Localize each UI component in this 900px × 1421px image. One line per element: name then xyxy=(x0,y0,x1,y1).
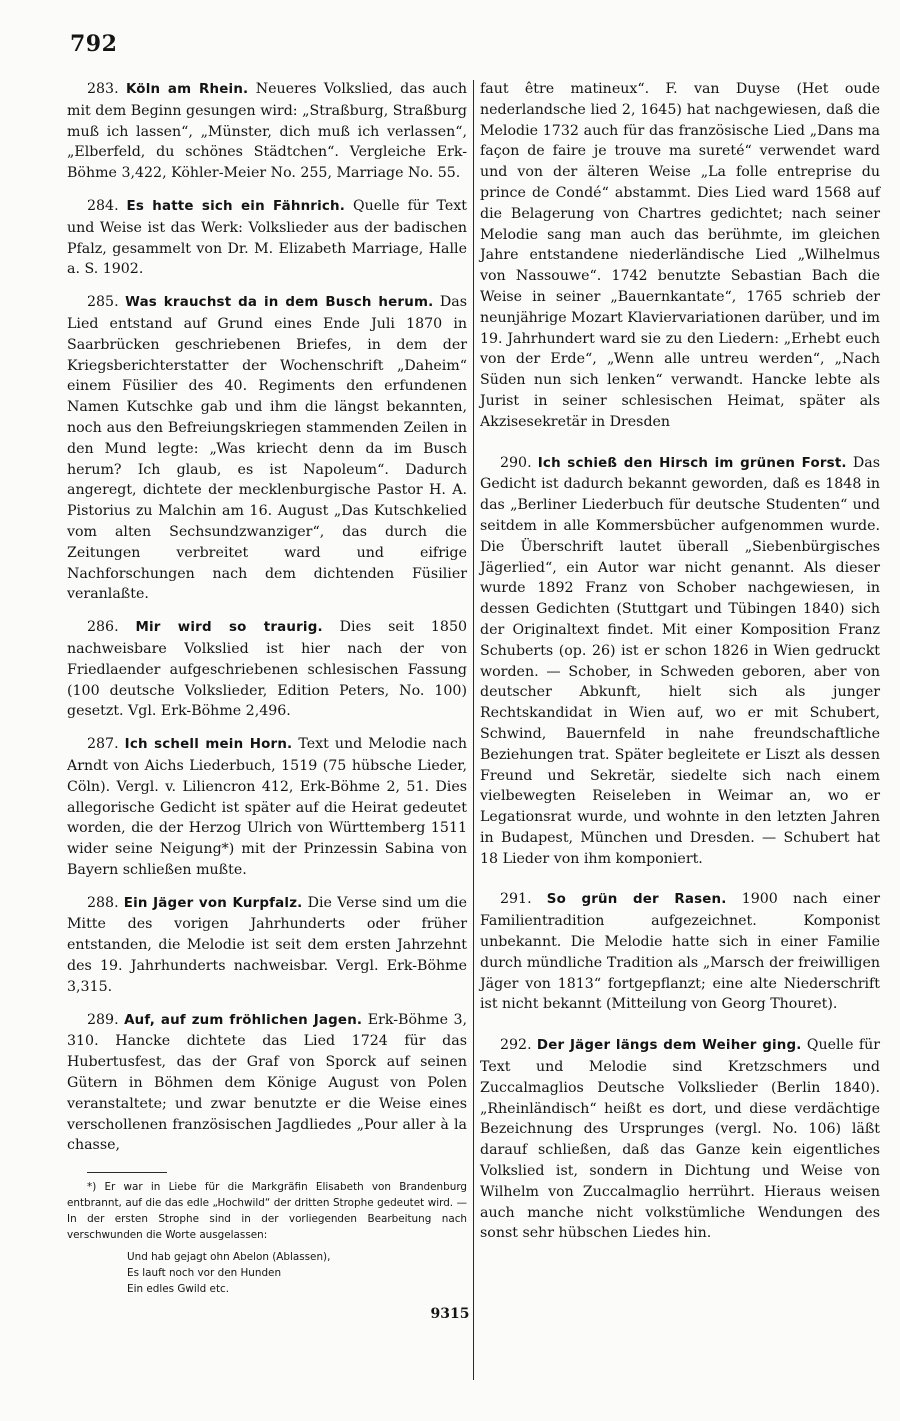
verse-line: Ein edles Gwild etc. xyxy=(127,1283,230,1296)
entry-290 xyxy=(480,453,880,870)
entry-title: Auf, auf zum fröhlichen Jagen. xyxy=(124,1012,363,1028)
spacer xyxy=(480,881,880,889)
entry-288 xyxy=(67,893,467,998)
entry-number: 289. xyxy=(87,1011,119,1028)
entry-289-continuation: faut être matineux“. F. van Duyse (Het oude nederlandsche lied 2, 1645) hat nachgewiesen, daß die Melodie 1732 auch für das französische Lied „Dans ma façon de faire je trouve ma sureté“ verwendet ward und von der älteren Weise „La folle entreprise du prince de Condé“ abstammt. Dies Lied ward 1568 auf die Belagerung von Chartres gedichtet; nach seiner Melodie sang man auch das berühmte, im gleichen Jahre entstandene niederländische Lied „Wilhelmus von Nassouwe“. 1742 benutzte Sebastian Bach die Weise in seiner „Bauernkantate“, 1765 schrieb der neunjährige Mozart Klaviervariationen darüber, und im 19. Jahrhundert ward sie zu den Liedern: „Erhebt euch von der Erde“, „Wenn alle untreu werden“, „Nach Süden nun sich lenken“ verwandt. Hancke lebte als Jurist in seiner schlesischen Heimat, später als Akzisesekretär in Dresden xyxy=(480,81,880,430)
entry-text: Dies seit 1850 nachweisbare Volkslied ist hier nach der von Friedlaender aufgeschriebenen schlesischen Fassung (100 deutsche Volkslieder, Edition Peters, No. 100) gesetzt. Vgl. Erk-Böhme 2,496. xyxy=(67,619,468,720)
right-column xyxy=(480,79,880,1256)
entry-text: Quelle für Text und Weise ist das Werk: Volkslieder aus der badischen Pfalz, gesammelt von Dr. M. Elizabeth Marriage, Halle a. S. 1902. xyxy=(67,197,467,278)
entry-text: Text und Melodie nach Arndt von Aichs Liederbuch, 1519 (75 hübsche Lieder, Cöln). Vergl. v. Liliencron 412, Erk-Böhme 2, 51. Dies allegorische Gedicht ist später auf die Heirat gedeutet worden, die der Herzog Ulrich von Württemberg 1511 wider seine Neigung*) mit der Prinzessin Sabina von Bayern schließen mußte. xyxy=(67,736,468,878)
entry-number: 292. xyxy=(500,1037,532,1054)
entry-286 xyxy=(67,617,467,722)
entry-text: Quelle für Text und Melodie sind Kretzschmers und Zuccalmaglios Deutsche Volkslieder (Berlin 1840). „Rheinländisch“ heißt es dort, und diese verdächtige Bezeichnung des Ursprunges (vergl. No. 106) läßt darauf schließen, daß das Ganze kein eigentliches Volkslied ist, sondern in Dichtung und Weise von Wilhelm von Zuccalmaglio herrührt. Hieraus weisen auch manche nicht volkstümliche Wendungen des sonst sehr hübschen Liedes hin. xyxy=(480,1037,880,1242)
entry-283 xyxy=(67,79,467,184)
entry-title: Der Jäger längs dem Weiher ging. xyxy=(536,1038,802,1054)
column-divider xyxy=(473,80,474,1380)
entry-text: Erk-Böhme 3, 310. Hancke dichtete das Lied 1724 für das Hubertusfest, das der Graf von Sporck auf seinen Gütern in Böhmen dem Könige August von Polen veranstaltete; und zwar benutzte er die Weise eines verschollenen französischen Jagdliedes „Pour aller à la chasse, xyxy=(67,1011,468,1154)
entry-number: 291. xyxy=(500,891,532,908)
spacer xyxy=(480,1027,880,1035)
entry-292 xyxy=(480,1035,880,1244)
page-number: 792 xyxy=(70,31,118,57)
entry-287 xyxy=(67,734,467,881)
footnote-verse xyxy=(127,1249,467,1297)
entry-title: Ein Jäger von Kurpfalz. xyxy=(123,895,303,911)
left-column xyxy=(67,79,467,1297)
entry-title: Es hatte sich ein Fähnrich. xyxy=(126,198,346,214)
entry-number: 288. xyxy=(87,894,119,911)
entry-number: 290. xyxy=(500,454,532,471)
verse-line: Und hab gejagt ohn Abelon (Ablassen), xyxy=(127,1251,331,1264)
entry-number: 286. xyxy=(87,619,119,636)
entry-291 xyxy=(480,889,880,1015)
entry-text: Die Verse sind um die Mitte des vorigen Jahrhunderts oder früher entstanden, die Melodie ist seit dem ersten Jahrzehnt des 19. Jahrhunderts nachweisbar. Vergl. Erk-Böhme 3,315. xyxy=(67,894,467,995)
footer-number: 9315 xyxy=(430,1306,470,1322)
entry-title: So grün der Rasen. xyxy=(546,892,727,908)
entry-text: Das Gedicht ist dadurch bekannt geworden, daß es 1848 in das „Berliner Liederbuch für deutsche Studenten“ und seitdem in alle Kommersbücher aufgenommen wurde. Die Überschrift lautet überall „Siebenbürgisches Jägerlied“, ein Autor war nicht genannt. Als dieser wurde 1892 Franz von Schober nachgewiesen, in dessen Gedichten (Stuttgart und Tübingen 1840) sich der Originaltext findet. Mit einer Komposition Franz Schuberts (op. 26) ist er schon 1826 in Wien gedruckt worden. — Schober, in Schweden geboren, aber von deutscher Abkunft, hielt sich als junger Rechtskandidat in Wien auf, wo er mit Schubert, Schwind, Bauernfeld in nahe freundschaftliche Beziehungen trat. Später begleitete er Liszt als dessen Freund und Sekretär, siedelte sich nach einem vielbewegten Reiseleben in Weimar an, wo er Legationsrat wurde, und wohnte in den letzten Jahren in Budapest, München und Dresden. — Schubert hat 18 Lieder von ihm komponiert. xyxy=(480,454,880,867)
verse-line: Es lauft noch vor den Hunden xyxy=(127,1267,282,1280)
footnote: *) Er war in Liebe für die Markgräfin Elisabeth von Brandenburg entbrannt, auf die das edle „Hochwild“ der dritten Strophe gedeutet wird. — In der ersten Strophe sind in der vorliegenden Bearbeitung nach verschwunden die Worte ausgelassen: xyxy=(67,1181,467,1242)
entry-289 xyxy=(67,1010,467,1157)
entry-text: Das Lied entstand auf Grund eines Ende Juli 1870 in Saarbrücken geschriebenen Briefes, in dem der Kriegsberichterstatter der Wochenschrift „Daheim“ einem Füsilier des 40. Regiments den erfundenen Namen Kutschke gab und ihm die längst bekannten, noch aus den Befreiungskriegen stammenden Zeilen in den Mund legte: „Was kriecht denn da im Busch herum? Ich glaub, es ist Napoleum“. Dadurch angeregt, dichtete der mecklenburgische Pastor H. A. Pistorius zu Malchin am 16. August „Das Kutschkelied vom alten Sechsundzwanziger“, das durch die Zeitungen verbreitet ward und eifrige Nachforschungen nach dem dichtenden Füsilier veranlaßte. xyxy=(67,294,468,603)
entry-number: 287. xyxy=(87,736,119,753)
entry-title: Mir wird so traurig. xyxy=(135,620,323,636)
entry-number: 283. xyxy=(87,81,119,97)
spacer xyxy=(480,445,880,453)
entry-285 xyxy=(67,292,467,605)
entry-title: Ich schell mein Horn. xyxy=(124,737,293,753)
entry-text: Neueres Volkslied, das auch mit dem Beginn gesungen wird: „Straßburg, Straßburg muß ich lassen“, „Münster, dich muß ich verlassen“, „Elberfeld, du schönes Städtchen“. Vergleiche Erk-Böhme 3,422, Köhler-Meier No. 255, Marriage No. 55. xyxy=(67,81,468,182)
footnote-rule xyxy=(87,1172,167,1173)
entry-title: Was krauchst da in dem Busch herum. xyxy=(125,295,434,311)
entry-text: 1900 nach einer Familientradition aufgezeichnet. Komponist unbekannt. Die Melodie hatte sich in einer Familie durch mündliche Tradition als „Marsch der freiwilligen Jäger von 1813“ fortgepflanzt; eine alte Niederschrift ist nicht bekannt (Mitteilung von Georg Thouret). xyxy=(480,891,881,1013)
entry-number: 284. xyxy=(87,197,119,214)
entry-number: 285. xyxy=(87,294,119,311)
entry-title: Ich schieß den Hirsch im grünen Forst. xyxy=(537,455,847,471)
entry-title: Köln am Rhein. xyxy=(125,82,249,97)
entry-284 xyxy=(67,196,467,280)
